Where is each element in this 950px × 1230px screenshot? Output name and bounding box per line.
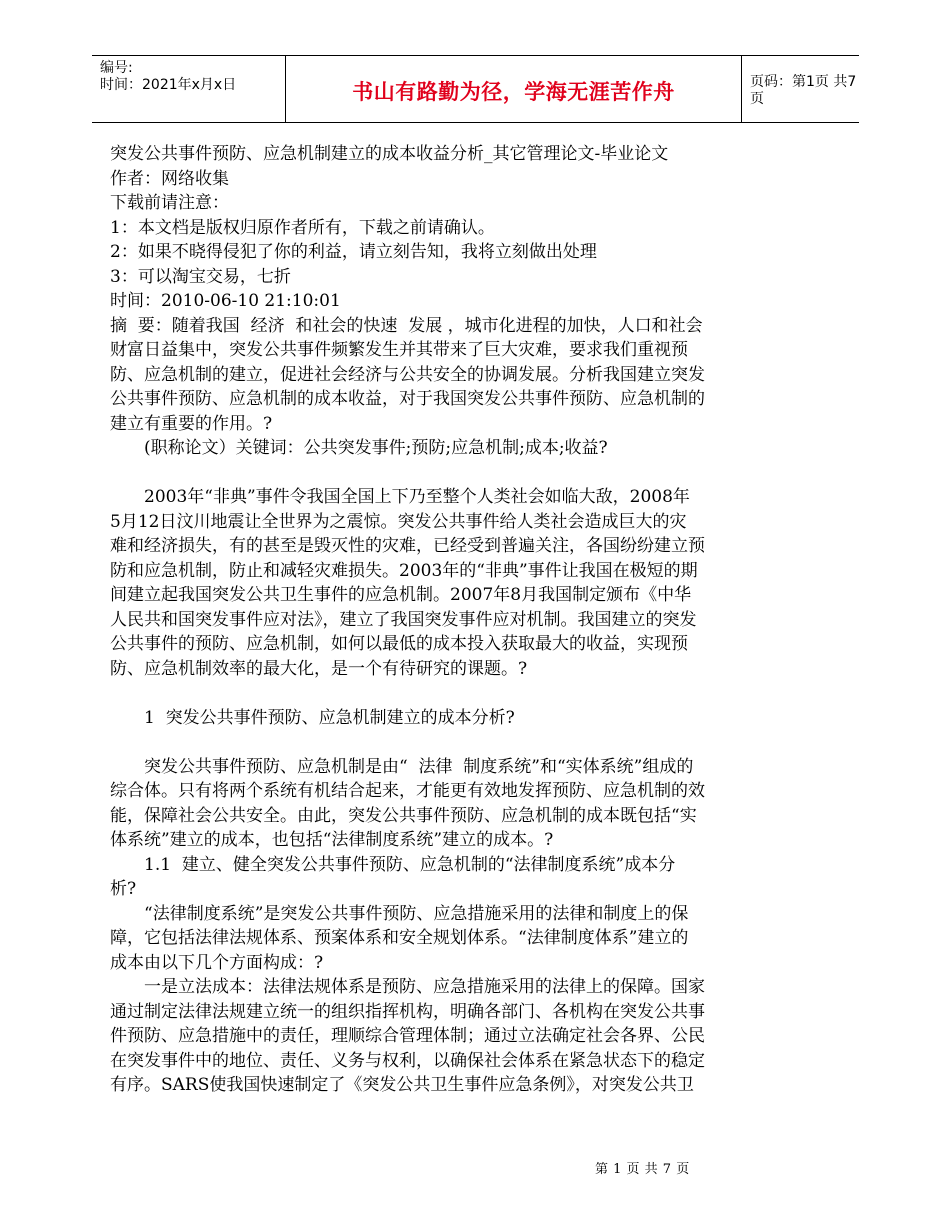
- paragraph-line: 障，它包括法律法规体系、预案体系和安全规划体系。“法律制度体系”建立的: [110, 928, 689, 948]
- paragraph-line: 在突发事件中的地位、责任、义务与权利，以确保社会体系在紧急状态下的稳定: [110, 1050, 705, 1071]
- paragraph-line: 综合体。只有将两个系统有机结合起来，才能更有效地发挥预防、应急机制的效: [110, 781, 705, 801]
- header-page-label: 页码：第1页 共7页: [750, 74, 857, 107]
- paragraph-line: 有序。SARS使我国快速制定了《突发公共卫生事件应急条例》，对突发公共卫: [110, 1075, 694, 1095]
- paragraph-line: 体系统”建立的成本，也包括“法律制度系统”建立的成本。?: [110, 830, 554, 850]
- paragraph-line: 防、应急机制效率的最大化，是一个有待研究的课题。?: [110, 658, 528, 679]
- paragraph-line: 难和经济损失，有的甚至是毁灭性的灾难，已经受到普遍关注，各国纷纷建立预: [110, 536, 705, 556]
- notice-item: 2：如果不晓得侵犯了你的利益，请立刻告知，我将立刻做出处理: [110, 242, 597, 262]
- abstract: [110, 314, 770, 437]
- document-title: 突发公共事件预防、应急机制建立的成本收益分析_其它管理论文-毕业论文: [110, 144, 669, 164]
- paragraph-line: 件预防、应急措施中的责任，理顺综合管理体制；通过立法确定社会各界、公民: [110, 1026, 705, 1046]
- heading-line: 1.1 建立、健全突发公共事件预防、应急机制的“法律制度系统”成本分: [144, 854, 676, 875]
- paragraph-line: 2003年“非典”事件令我国全国上下乃至整个人类社会如临大敌，2008年: [144, 487, 690, 507]
- abstract-line: 公共事件预防、应急机制的成本收益，对于我国突发公共事件预防、应急机制的: [110, 389, 705, 409]
- legislation-paragraph: [110, 975, 770, 1098]
- paragraph-line: 5月12日汶川地震让全世界为之震惊。突发公共事件给人类社会造成巨大的灾: [110, 511, 687, 532]
- paragraph-line: 成本由以下几个方面构成：?: [110, 952, 324, 973]
- abstract-line: 建立有重要的作用。?: [110, 413, 273, 434]
- spacer: [110, 681, 770, 706]
- notice-item: 1：本文档是版权归原作者所有，下载之前请确认。: [110, 217, 495, 238]
- header-motto-cell: [285, 56, 742, 122]
- notice-item: 3：可以淘宝交易，七折: [110, 266, 291, 287]
- document-number-label: 编号:: [100, 60, 133, 76]
- paragraph-line: 公共事件的预防、应急机制，如何以最低的成本投入获取最大的收益，实现预: [110, 634, 688, 654]
- header-right-cell: [742, 56, 859, 122]
- paragraph-line: 能，保障社会公共安全。由此，突发公共事件预防、应急机制的成本既包括“实: [110, 805, 697, 826]
- abstract-line: 摘 要：随着我国 经济 和社会的快速 发展 ，城市化进程的加快，人口和社会: [110, 315, 703, 336]
- spacer: [110, 730, 770, 755]
- section-paragraph: [110, 755, 770, 853]
- paragraph-line: 通过制定法律法规建立统一的组织指挥机构，明确各部门、各机构在突发公共事: [110, 1001, 705, 1022]
- paragraph-line: 间建立起我国突发公共卫生事件的应急机制。2007年8月我国制定颁布《中华: [110, 585, 692, 605]
- header-left-cell: [92, 56, 285, 122]
- publish-time: 时间：2010-06-10 21:10:01: [110, 291, 341, 311]
- author-line: 作者：网络收集: [110, 168, 229, 189]
- paragraph-line: 人民共和国突发事件应对法》，建立了我国突发事件应对机制。我国建立的突发: [110, 609, 697, 630]
- keywords-line: (职称论文）关键词：公共突发事件;预防;应急机制;成本;收益?: [144, 438, 608, 458]
- spacer: [110, 461, 770, 486]
- paragraph-line: 突发公共事件预防、应急机制是由“ 法律 制度系统”和“实体系统”组成的: [144, 756, 694, 777]
- page-header: [92, 55, 859, 123]
- paragraph-line: 防和应急机制，防止和减轻灾难损失。2003年的“非典”事件让我国在极短的期: [110, 560, 698, 581]
- page-footer: 第 1 页 共 7 页: [595, 1162, 690, 1177]
- paragraph-line: “法律制度系统”是突发公共事件预防、应急措施采用的法律和制度上的保: [144, 903, 689, 924]
- paragraph-line: 一是立法成本：法律法规体系是预防、应急措施采用的法律上的保障。国家: [144, 977, 705, 997]
- section-heading: 1 突发公共事件预防、应急机制建立的成本分析?: [144, 707, 515, 728]
- subsection-heading: [110, 853, 770, 902]
- subsection-paragraph: [110, 902, 770, 976]
- abstract-line: 防、应急机制的建立，促进社会经济与公共安全的协调发展。分析我国建立突发: [110, 364, 705, 385]
- heading-line: 析?: [110, 879, 137, 899]
- document-body: [110, 142, 770, 1098]
- intro-paragraph: [110, 485, 770, 681]
- notice-title: 下载前请注意：: [110, 193, 229, 213]
- header-motto: 书山有路勤为径，学海无涯苦作舟: [352, 80, 675, 104]
- document-time-label: 时间：2021年x月x日: [100, 77, 237, 93]
- abstract-line: 财富日益集中，突发公共事件频繁发生并其带来了巨大灾难，要求我们重视预: [110, 340, 688, 360]
